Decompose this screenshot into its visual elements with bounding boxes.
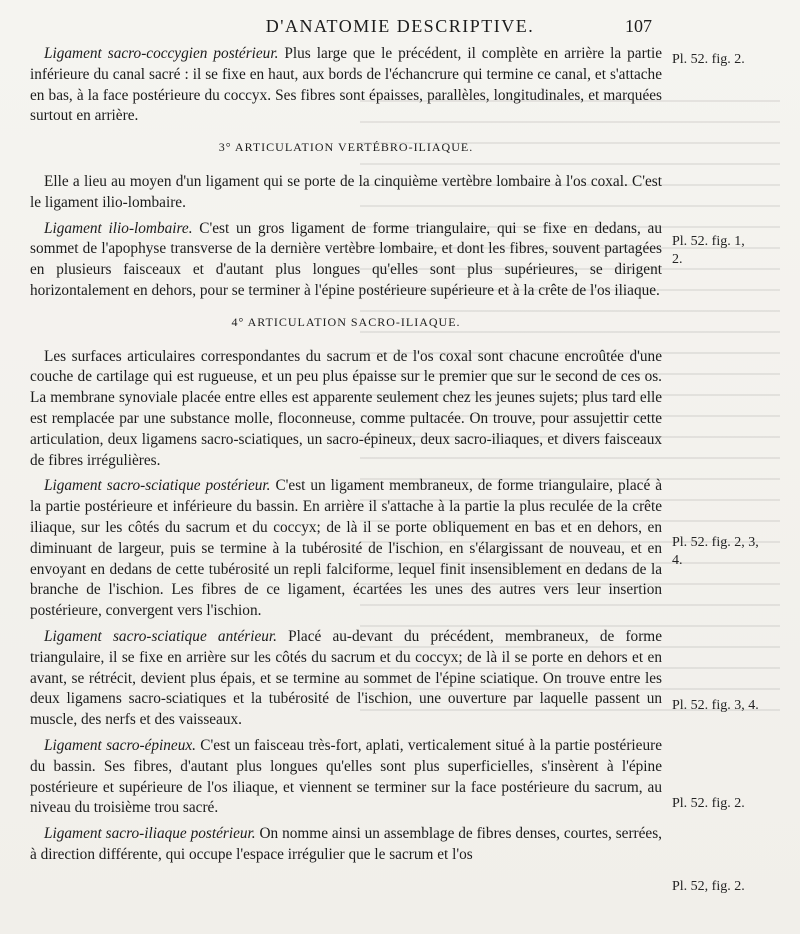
paragraph-text: Plus large que le précédent, il complète en arrière la partie inférieure du canal sacré : il se fixe en haut, aux bords de l'échancrure qui termine ce canal, et s'attache en bas, à la face postérieure du coccyx. Ses fibres sont épaisses, parallèles, longitudinales, et marquées surtout en arrière. xyxy=(30,45,662,125)
paragraph-lead: Ligament ilio-lombaire. xyxy=(44,219,193,237)
margin-plate-reference: Pl. 52. fig. 2. xyxy=(672,796,745,811)
paragraph-lead: Ligament sacro-épineux. xyxy=(44,736,196,754)
paragraph-text: C'est un ligament membraneux, de forme triangulaire, placé à la partie postérieure et inférieure du bassin. En arrière il s'attache à la partie la plus reculée de la crête iliaque, sur les côtés du sacrum et du coccyx; de là il se porte obliquement en bas et en dehors, en diminuant de largeur, puis se termine à la tubérosité de l'ischion, en s'élargissant de nouveau, et en envoyant en dedans de cette tubérosité un repli falciforme, lequel finit insensiblement en dedans de la branche de l'ischion. Les fibres de ce ligament, écartées les unes des autres vers leur insertion postérieure, convergent vers l'ischion. xyxy=(30,477,662,620)
paragraph-text: Les surfaces articulaires correspondantes du sacrum et de l'os coxal sont chacune encroûtée d'une couche de cartilage qui est rugueuse, et un peu plus épaisse sur le premier que sur le second de ces os. La membrane synoviale placée entre elles est apparente seulement chez les jeunes sujets; plus tard elle est remplacée par une substance molle, floconneuse, comme pultacée. On trouve, pour assujettir cette articulation, deux ligamens sacro-sciatiques, un sacro-épineux, deux sacro-iliaques, et divers faisceaux de fibres irrégulières. xyxy=(30,347,662,469)
paragraph-intro-ilio-lombaire xyxy=(30,172,662,214)
margin-plate-reference: Pl. 52, fig. 2. xyxy=(672,879,745,894)
paragraph-lead: Ligament sacro-sciatique antérieur. xyxy=(44,627,277,645)
paragraph-sacro-sciatique-anterieur xyxy=(30,627,662,731)
section-heading-vertebro-iliaque: 3° ARTICULATION VERTÉBRO-ILIAQUE. xyxy=(218,140,474,155)
running-head: D'ANATOMIE DESCRIPTIVE. xyxy=(265,16,535,36)
paragraph-text: Placé au-devant du précédent, membraneux, de forme triangulaire, il se fixe en arrière sur les côtés du sacrum et du coccyx; de là il se porte en dehors et en avant, se rétrécit, devient plus épais, et se termine au sommet de l'épine sciatique. On trouve entre les deux ligamens sacro-sciatiques et la tubérosité de l'ischion, une ouverture par laquelle passent un muscle, des nerfs et des vaisseaux. xyxy=(30,627,662,729)
paragraph-lead: Ligament sacro-iliaque postérieur. xyxy=(44,825,256,843)
paragraph-sacro-coccygien xyxy=(30,44,662,127)
margin-plate-reference: Pl. 52. fig. 3, 4. xyxy=(672,698,759,713)
paragraph-text: On nomme ainsi un assemblage de fibres denses, courtes, serrées, à direction différente, qui occupe l'espace irrégulier que le sacrum et l'os xyxy=(30,825,662,863)
margin-plate-reference: Pl. 52. fig. 1, 2. xyxy=(672,234,745,267)
paragraph-text: C'est un faisceau très-fort, aplati, verticalement situé à la partie postérieure du bassin. Ses fibres, d'autant plus longues qu'elles sont plus superficielles, s'insèrent à l'épine postérieure et supérieure de l'os iliaque, et viennent se terminer sur la face postérieure du sacrum, au niveau du troisième trou sacré. xyxy=(30,736,662,817)
page-body xyxy=(30,44,662,871)
margin-plate-reference: Pl. 52. fig. 2. xyxy=(672,52,745,67)
paragraph-lead: Ligament sacro-coccygien postérieur. xyxy=(44,45,279,62)
paragraph-lead: Ligament sacro-sciatique postérieur. xyxy=(44,477,271,495)
paragraph-text: Elle a lieu au moyen d'un ligament qui se porte de la cinquième vertèbre lombaire à l'os coxal. C'est le ligament ilio-lombaire. xyxy=(30,172,662,211)
paragraph-sacro-iliaque-posterieur xyxy=(30,824,662,866)
paragraph-sacro-epineux xyxy=(30,736,662,819)
margin-plate-reference: Pl. 52. fig. 2, 3, 4. xyxy=(672,535,759,568)
paragraph-text: C'est un gros ligament de forme triangulaire, qui se fixe en dedans, au sommet de l'apophyse transverse de la dernière vertèbre lombaire, et dont les fibres, souvent partagées en plusieurs faisceaux et d'autant plus longues qu'elles sont plus supérieures, se dirigent horizontalement en dehors, pour se terminer à l'épine postérieure supérieure et à la crête de l'os iliaque. xyxy=(30,219,662,299)
page-number: 107 xyxy=(625,16,652,36)
paragraph-surfaces-articulaires xyxy=(30,347,662,472)
section-heading-sacro-iliaque: 4° ARTICULATION SACRO-ILIAQUE. xyxy=(231,314,461,329)
page-header xyxy=(0,14,800,40)
paragraph-ilio-lombaire xyxy=(30,219,662,302)
paragraph-sacro-sciatique-posterieur xyxy=(30,476,662,622)
